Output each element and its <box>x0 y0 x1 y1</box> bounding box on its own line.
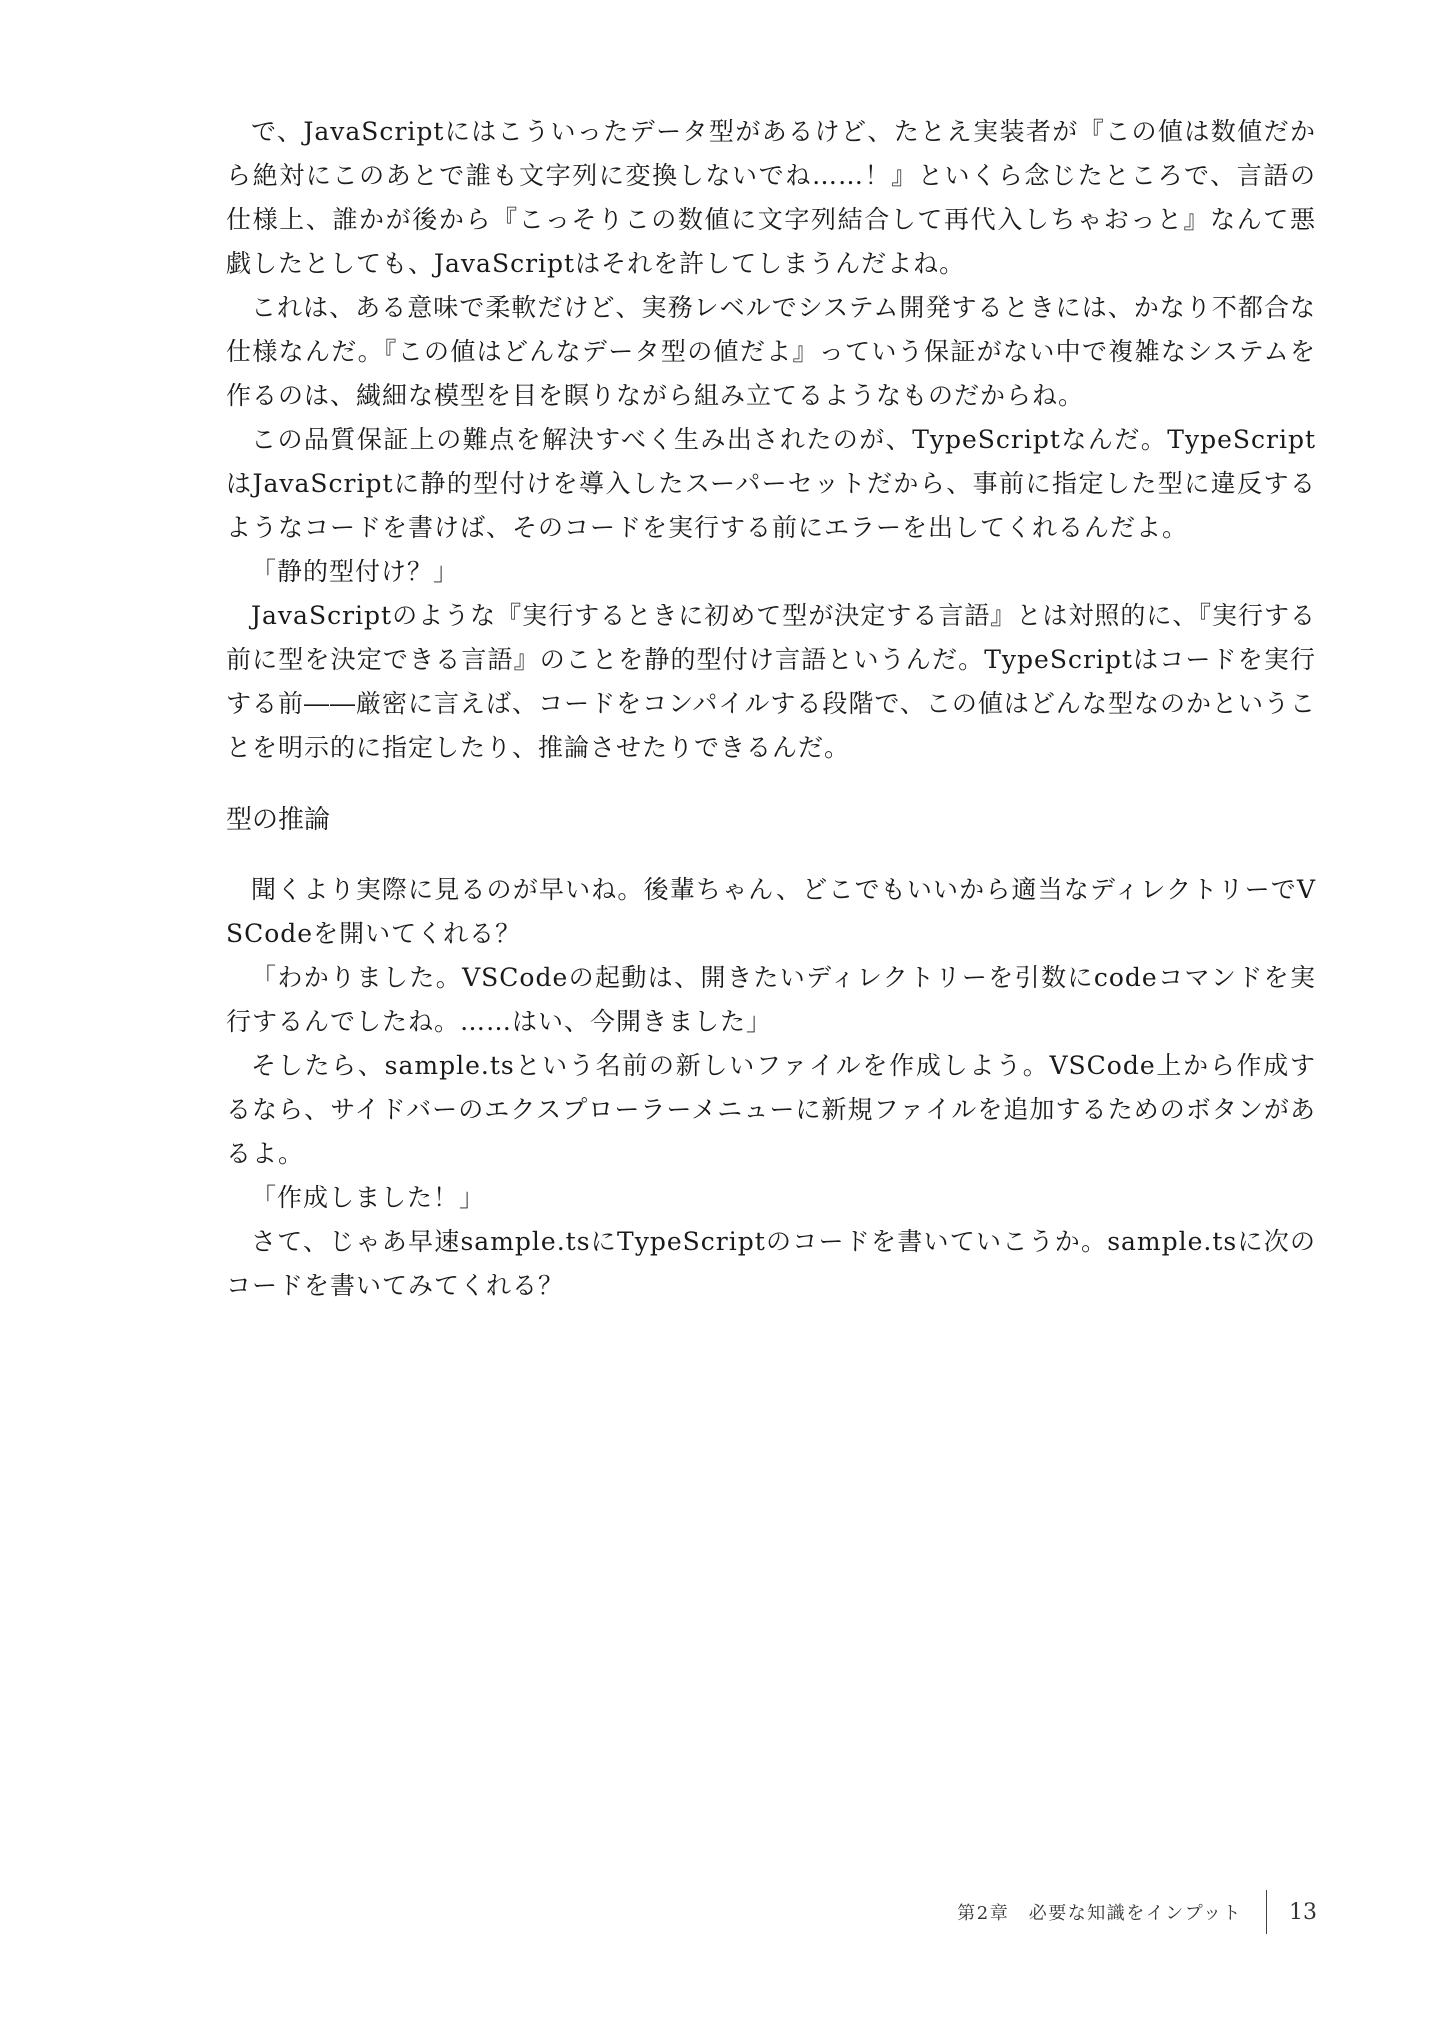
paragraph: そしたら、sample.tsという名前の新しいファイルを作成しよう。VSCode上から作成するなら、サイドバーのエクスプローラーメニューに新規ファイルを追加するためのボタンがあるよ。 <box>226 1051 1316 1168</box>
paragraph: JavaScriptのような『実行するときに初めて型が決定する言語』とは対照的に、『実行する前に型を決定できる言語』のことを静的型付け言語というんだ。TypeScriptはコードを実行する前――厳密に言えば、コードをコンパイルする段階で、この値はどんな型なのかということを明示的に指定したり、推論させたりできるんだ。 <box>226 601 1316 762</box>
footer-divider <box>1266 1890 1267 1934</box>
paragraph: この品質保証上の難点を解決すべく生み出されたのが、TypeScriptなんだ。TypeScriptはJavaScriptに静的型付けを導入したスーパーセットだから、事前に指定した型に違反するようなコードを書けば、そのコードを実行する前にエラーを出してくれるんだよ。 <box>226 425 1316 542</box>
dialogue-line: 「作成しました！」 <box>251 1183 486 1212</box>
paragraph: で、JavaScriptにはこういったデータ型があるけど、たとえ実装者が『この値は数値だから絶対にこのあとで誰も文字列に変換しないでね……！』といくら念じたところで、言語の仕様上、誰かが後から『こっそりこの数値に文字列結合して再代入しちゃおっと』なんて悪戯したとしても、JavaScriptはそれを許してしまうんだよね。 <box>226 117 1316 278</box>
chapter-title: 第2章 必要な知識をインプット <box>957 1903 1242 1924</box>
dialogue-line: 「わかりました。VSCodeの起動は、開きたいディレクトリーを引数にcodeコマンドを実行するんでしたね。……はい、今開きました」 <box>226 963 1316 1036</box>
paragraph: 聞くより実際に見るのが早いね。後輩ちゃん、どこでもいいから適当なディレクトリーでVSCodeを開いてくれる？ <box>226 875 1316 948</box>
page-number: 13 <box>1289 1899 1317 1925</box>
paragraph: これは、ある意味で柔軟だけど、実務レベルでシステム開発するときには、かなり不都合な仕様なんだ。『この値はどんなデータ型の値だよ』っていう保証がない中で複雑なシステムを作るのは、繊細な模型を目を瞑りながら組み立てるようなものだからね。 <box>226 293 1316 410</box>
body-text <box>226 110 1316 1308</box>
page-footer <box>957 1890 1317 1934</box>
dialogue-line: 「静的型付け？」 <box>251 557 460 586</box>
section-heading: 型の推論 <box>226 805 331 835</box>
paragraph: さて、じゃあ早速sample.tsにTypeScriptのコードを書いていこうか。sample.tsに次のコードを書いてみてくれる？ <box>226 1227 1316 1300</box>
